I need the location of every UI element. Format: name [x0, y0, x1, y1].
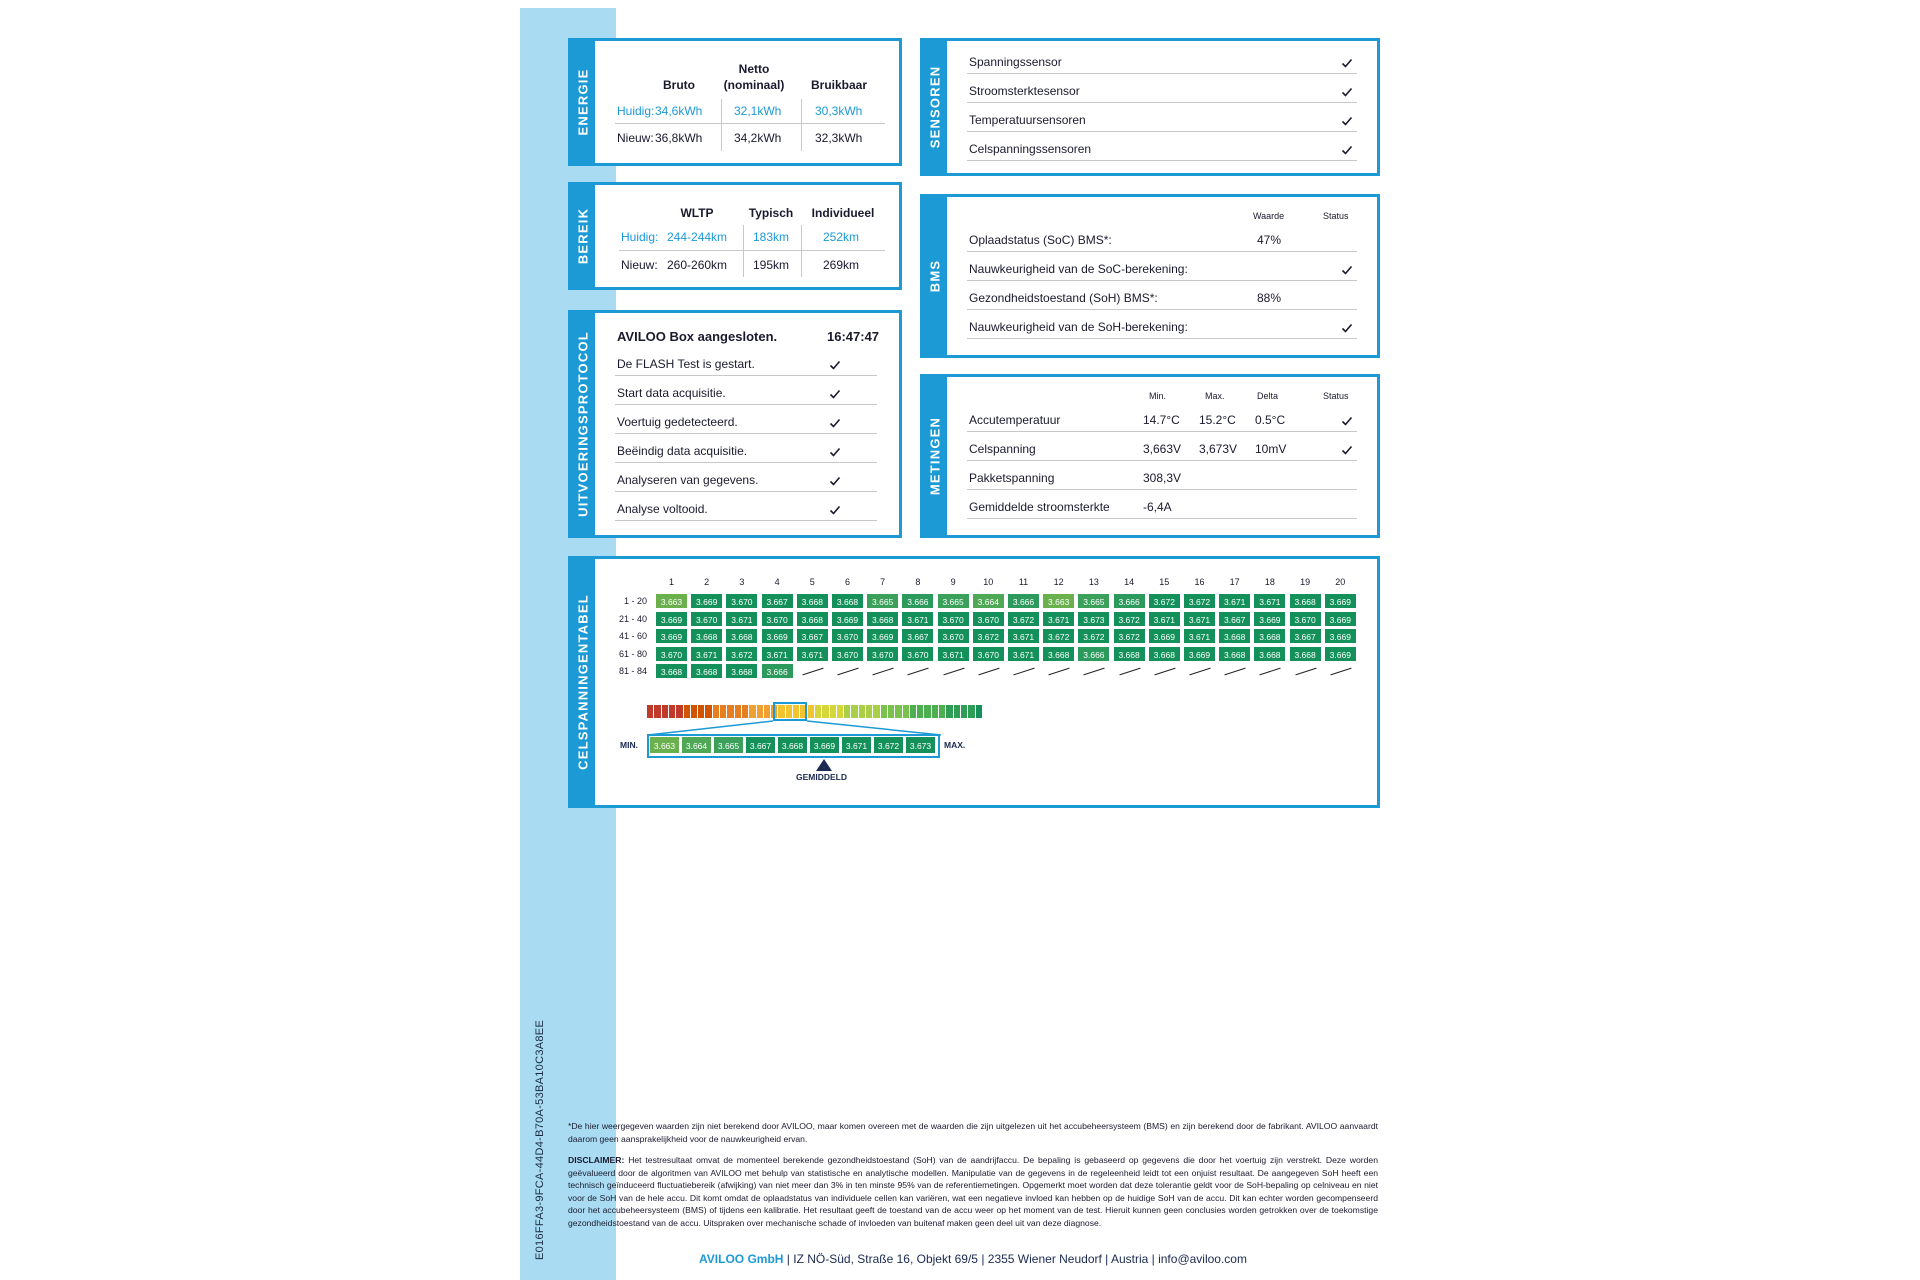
metingen-row-max: 15.2°C: [1199, 413, 1236, 427]
cell-voltage: 3.669: [831, 611, 864, 627]
check-icon: [1341, 57, 1353, 69]
energie-nieuw-netto: 34,2kWh: [734, 131, 782, 145]
scale-segment: [764, 705, 770, 718]
check-icon: [829, 417, 841, 429]
cell-voltage: 3.666: [761, 663, 794, 679]
metingen-header-delta: Delta: [1257, 391, 1279, 401]
scale-segment: [873, 705, 879, 718]
check-icon: [1341, 144, 1353, 156]
empty-cell-mark: [978, 668, 999, 676]
bms-header-waarde: Waarde: [1253, 211, 1285, 221]
scale-segment: [822, 705, 828, 718]
cell-column-header: 7: [880, 577, 886, 587]
energie-huidig-bruikbaar: 30,3kWh: [815, 104, 863, 118]
bms-title: BMS: [927, 259, 943, 293]
check-icon: [1341, 444, 1353, 456]
cell-voltage: 3.672: [972, 628, 1005, 644]
scale-segment: [837, 705, 843, 718]
document-id: E016FFA3-9FCA-44D4-B70A-53BA10C3A8EE: [534, 1019, 546, 1260]
bereik-huidig-label: Huidig:: [621, 230, 659, 244]
empty-cell-mark: [1049, 668, 1070, 676]
cell-voltage: 3.672: [1042, 628, 1075, 644]
check-icon: [829, 475, 841, 487]
scale-segment: [830, 705, 836, 718]
cell-column-header: 18: [1264, 577, 1275, 587]
scale-segment: [844, 705, 850, 718]
cell-voltage: 3.668: [690, 663, 723, 679]
scale-segment: [866, 705, 872, 718]
cell-voltage: 3.668: [1218, 646, 1251, 662]
protocol-step: Analyse voltooid.: [617, 502, 708, 516]
cell-voltage: 3.668: [725, 663, 758, 679]
metingen-row-label: Celspanning: [969, 442, 1036, 456]
cell-column-header: 5: [809, 577, 815, 587]
cell-column-header: 16: [1194, 577, 1205, 587]
bms-row-label: Gezondheidstoestand (SoH) BMS*:: [969, 291, 1158, 305]
scale-value: 3.671: [841, 736, 872, 754]
cell-voltage: 3.667: [901, 628, 934, 644]
cell-voltage: 3.666: [1077, 646, 1110, 662]
energie-huidig-label: Huidig:: [617, 104, 655, 118]
scale-segment: [976, 705, 982, 718]
metingen-header-min: Min.: [1149, 391, 1167, 401]
protocol-step: Beëindig data acquisitie.: [617, 444, 748, 458]
cell-voltage: 3.667: [761, 593, 794, 609]
check-icon: [1341, 86, 1353, 98]
scale-segment: [815, 705, 821, 718]
scale-max-label: MAX.: [944, 740, 966, 750]
cell-voltage: 3.673: [1077, 611, 1110, 627]
scale-segment: [735, 705, 741, 718]
empty-cell-mark: [1260, 668, 1281, 676]
cell-voltage: 3.671: [1183, 628, 1216, 644]
scale-segment: [851, 705, 857, 718]
protocol-time: 16:47:47: [827, 329, 880, 344]
cell-voltage: 3.672: [1113, 611, 1146, 627]
check-icon: [829, 359, 841, 371]
scale-segment: [669, 705, 675, 718]
cell-column-header: 15: [1159, 577, 1170, 587]
cell-voltage: 3.670: [725, 593, 758, 609]
scale-segment: [954, 705, 960, 718]
scale-segment: [808, 705, 814, 718]
energie-nieuw-bruikbaar: 32,3kWh: [815, 131, 863, 145]
cell-row-label: 41 - 60: [618, 631, 647, 642]
scale-segment: [698, 705, 704, 718]
scale-segment: [946, 705, 952, 718]
cell-voltage: 3.669: [866, 628, 899, 644]
scale-highlight: [773, 702, 807, 721]
scale-segment: [968, 705, 974, 718]
cell-voltage: 3.669: [761, 628, 794, 644]
bereik-panel: [568, 182, 902, 290]
cell-voltage: 3.668: [1113, 646, 1146, 662]
average-marker-icon: [816, 759, 832, 771]
bms-row-value: 88%: [1257, 291, 1282, 305]
scale-segment: [713, 705, 719, 718]
cell-column-header: 20: [1335, 577, 1346, 587]
scale-segment: [961, 705, 967, 718]
empty-cell-mark: [873, 668, 894, 676]
cell-voltage: 3.672: [1007, 611, 1040, 627]
scale-segment: [895, 705, 901, 718]
cell-voltage: 3.668: [1148, 646, 1181, 662]
scale-value: 3.664: [681, 736, 712, 754]
metingen-row-label: Accutemperatuur: [969, 413, 1061, 427]
footer-address-text: | IZ NÖ-Süd, Straße 16, Objekt 69/5 | 2355 Wiener Neudorf | Austria | info@aviloo.com: [783, 1252, 1247, 1266]
cell-voltage: 3.670: [831, 628, 864, 644]
scale-segment: [903, 705, 909, 718]
disclaimer-text: Het testresultaat omvat de momenteel berekende gezondheidstoestand (SoH) van de aandrijfaccu. De bepaling is gebaseerd op gegevens die door het voertuig zijn verstrekt. Deze worden geëvalueerd door de algoritmen van AVILOO met behulp van statistische en analytische modellen. Manipulatie van de gegevens in de regeleenheid leidt tot een onjuist resultaat. De aangegeven SoH heeft een technisch geïnduceerd fluctuatiebereik (afwijking) van niet meer dan 3% in ten minste 95% van de referentiemetingen. Opgemerkt moet worden dat deze tolerantie geldt voor de SoH-bepaling op celniveau en niet voor de SoH van de hele accu. Dit komt omdat de oplaadstatus van individuele cellen kan variëren, wat een negatieve invloed kan hebben op de huidige SoH van de accu. Dit kan echter worden gecompenseerd door het accubeheersysteem (BMS) of tijdens een kalibratie. Het resultaat geeft de toestand van de accu weer op het moment van de test. Hieruit kunnen geen conclusies worden getrokken over de toekomstige gezondheidstoestand van de accu. Uitspraken over mechanische schade of invloeden van buitenaf maken geen deel uit van deze diagnose.: [568, 1155, 1378, 1228]
bereik-nieuw-wltp: 260-260km: [667, 258, 728, 272]
cell-column-header: 17: [1229, 577, 1240, 587]
cell-voltage: 3.669: [1148, 628, 1181, 644]
energie-header-bruto: Bruto: [663, 78, 695, 92]
scale-segment: [749, 705, 755, 718]
cell-voltage: 3.671: [1042, 611, 1075, 627]
cell-voltage: 3.667: [796, 628, 829, 644]
bereik-huidig-typisch: 183km: [753, 230, 790, 244]
scale-segment: [676, 705, 682, 718]
scale-segment: [727, 705, 733, 718]
sensoren-title: SENSOREN: [927, 65, 943, 149]
scale-segment: [691, 705, 697, 718]
cell-voltage: 3.670: [1289, 611, 1322, 627]
scale-segment: [654, 705, 660, 718]
cell-column-header: 10: [983, 577, 994, 587]
bereik-huidig-individueel: 252km: [823, 230, 860, 244]
cell-voltage: 3.672: [1148, 593, 1181, 609]
footer-company: AVILOO GmbH: [699, 1252, 784, 1266]
metingen-title: METINGEN: [927, 416, 943, 496]
cell-voltage: 3.669: [1183, 646, 1216, 662]
sensor-item: Temperatuursensoren: [969, 113, 1086, 127]
cell-voltage: 3.665: [866, 593, 899, 609]
cell-voltage: 3.668: [831, 593, 864, 609]
check-icon: [829, 388, 841, 400]
metingen-row-label: Pakketspanning: [969, 471, 1055, 485]
cell-voltage: 3.670: [937, 611, 970, 627]
cell-voltage: 3.670: [972, 611, 1005, 627]
cell-column-header: 11: [1018, 577, 1029, 587]
cell-column-header: 4: [774, 577, 780, 587]
cell-voltage: 3.671: [1007, 646, 1040, 662]
energie-panel: [568, 38, 902, 166]
scale-segment: [662, 705, 668, 718]
cell-voltage: 3.668: [690, 628, 723, 644]
sensoren-panel: [920, 38, 1380, 176]
cell-voltage: 3.669: [1324, 593, 1357, 609]
cell-voltage: 3.671: [1253, 593, 1286, 609]
sensor-item: Stroomsterktesensor: [969, 84, 1080, 98]
empty-cell-mark: [908, 668, 929, 676]
scale-value: 3.667: [745, 736, 776, 754]
cell-voltage: 3.668: [1218, 628, 1251, 644]
cell-voltage: 3.670: [937, 628, 970, 644]
cell-voltage: 3.663: [1042, 593, 1075, 609]
energie-header-netto: Netto (nominaal): [723, 62, 785, 92]
metingen-row-min: -6,4A: [1143, 500, 1172, 514]
scale-segment: [932, 705, 938, 718]
bereik-title: BEREIK: [575, 207, 591, 265]
cell-voltage: 3.670: [972, 646, 1005, 662]
cell-row-label: 81 - 84: [618, 666, 647, 677]
bms-row-label: Nauwkeurigheid van de SoH-berekening:: [969, 320, 1188, 334]
cell-voltage: 3.669: [1253, 611, 1286, 627]
scale-segment: [939, 705, 945, 718]
cell-voltage: 3.663: [655, 593, 688, 609]
protocol-step: Start data acquisitie.: [617, 386, 726, 400]
empty-cell-mark: [1119, 668, 1140, 676]
cell-voltage: 3.670: [831, 646, 864, 662]
energie-title: ENERGIE: [575, 68, 591, 136]
metingen-panel: [920, 374, 1380, 538]
scale-segment: [757, 705, 763, 718]
empty-cell-mark: [1295, 668, 1316, 676]
scale-segment: [859, 705, 865, 718]
footer-disclaimer: [568, 1154, 1378, 1229]
scale-value: 3.663: [649, 736, 680, 754]
scale-segment: [888, 705, 894, 718]
cell-row-label: 61 - 80: [618, 648, 647, 659]
bereik-nieuw-individueel: 269km: [823, 258, 860, 272]
cell-voltage: 3.669: [655, 611, 688, 627]
cell-column-header: 13: [1088, 577, 1099, 587]
cell-column-header: 3: [739, 577, 745, 587]
check-icon: [1341, 115, 1353, 127]
cell-voltage: 3.671: [796, 646, 829, 662]
scale-value: 3.669: [809, 736, 840, 754]
bereik-huidig-wltp: 244-244km: [667, 230, 728, 244]
cell-voltage: 3.666: [1007, 593, 1040, 609]
metingen-row-min: 308,3V: [1143, 471, 1182, 485]
bereik-nieuw-label: Nieuw:: [621, 258, 658, 272]
cell-column-header: 14: [1124, 577, 1135, 587]
scale-segment: [742, 705, 748, 718]
metingen-row-min: 3,663V: [1143, 442, 1182, 456]
cell-voltage: 3.668: [1253, 628, 1286, 644]
protocol-heading: AVILOO Box aangesloten.: [617, 329, 778, 344]
footer-note: *De hier weergegeven waarden zijn niet berekend door AVILOO, maar komen overeen met de waarden die zijn uitgelezen uit het accubeheersysteem (BMS) en zijn berekend door de fabrikant. AVILOO aanvaardt daarom geen aansprakelijkheid voor de nauwkeurigheid ervan.: [568, 1121, 1378, 1144]
bereik-header-wltp: WLTP: [680, 206, 714, 220]
cell-voltage: 3.668: [725, 628, 758, 644]
cell-voltage: 3.668: [1289, 593, 1322, 609]
scale-segment: [720, 705, 726, 718]
cell-column-header: 2: [704, 577, 710, 587]
cell-voltage: 3.671: [1183, 611, 1216, 627]
energie-nieuw-label: Nieuw:: [617, 131, 654, 145]
scale-segment: [924, 705, 930, 718]
cell-voltage: 3.668: [1042, 646, 1075, 662]
protocol-title: UITVOERINGSPROTOCOL: [575, 331, 591, 517]
empty-cell-mark: [1084, 668, 1105, 676]
bms-row-label: Nauwkeurigheid van de SoC-berekening:: [969, 262, 1188, 276]
empty-cell-mark: [802, 668, 823, 676]
cell-voltage: 3.666: [901, 593, 934, 609]
cell-column-header: 1: [668, 577, 674, 587]
empty-cell-mark: [1225, 668, 1246, 676]
cell-voltage: 3.671: [937, 646, 970, 662]
cell-voltage: 3.668: [796, 593, 829, 609]
cell-voltage: 3.664: [972, 593, 1005, 609]
cell-voltage: 3.668: [1289, 646, 1322, 662]
scale-segment: [910, 705, 916, 718]
empty-cell-mark: [1154, 668, 1175, 676]
protocol-step: De FLASH Test is gestart.: [617, 357, 755, 371]
cell-voltage: 3.669: [1324, 628, 1357, 644]
cell-voltage: 3.672: [1077, 628, 1110, 644]
average-label: GEMIDDELD: [796, 772, 847, 782]
cell-column-header: 12: [1053, 577, 1064, 587]
check-icon: [1341, 264, 1353, 276]
metingen-header-max: Max.: [1205, 391, 1225, 401]
cell-voltage: 3.672: [1113, 628, 1146, 644]
check-icon: [1341, 415, 1353, 427]
scale-segment: [705, 705, 711, 718]
cell-voltage: 3.669: [655, 628, 688, 644]
scale-segment: [917, 705, 923, 718]
empty-cell-mark: [1330, 668, 1351, 676]
scale-segment: [684, 705, 690, 718]
cell-voltage: 3.669: [690, 593, 723, 609]
cell-voltage: 3.671: [1007, 628, 1040, 644]
cell-voltage: 3.671: [1148, 611, 1181, 627]
energie-huidig-netto: 32,1kWh: [734, 104, 782, 118]
check-icon: [1341, 322, 1353, 334]
cell-voltage: 3.671: [761, 646, 794, 662]
bms-panel: [920, 194, 1380, 358]
cell-voltage: 3.669: [1324, 611, 1357, 627]
scale-value: 3.672: [873, 736, 904, 754]
cell-column-header: 19: [1300, 577, 1311, 587]
cell-voltage: 3.672: [725, 646, 758, 662]
sensor-item: Celspanningssensoren: [969, 142, 1092, 156]
bms-row-value: 47%: [1257, 233, 1282, 247]
metingen-row-min: 14.7°C: [1143, 413, 1180, 427]
cell-voltage: 3.667: [1289, 628, 1322, 644]
scale-value: 3.673: [905, 736, 936, 754]
scale-min-label: MIN.: [620, 740, 638, 750]
cell-voltage: 3.671: [901, 611, 934, 627]
metingen-row-label: Gemiddelde stroomsterkte: [969, 500, 1110, 514]
energie-header-bruikbaar: Bruikbaar: [810, 78, 868, 92]
protocol-step: Analyseren van gegevens.: [617, 473, 759, 487]
cell-voltage: 3.668: [866, 611, 899, 627]
empty-cell-mark: [1013, 668, 1034, 676]
check-icon: [829, 446, 841, 458]
empty-cell-mark: [837, 668, 858, 676]
scale-segment: [881, 705, 887, 718]
cell-row-label: 1 - 20: [623, 596, 647, 606]
cell-voltage: 3.668: [796, 611, 829, 627]
scale-segment: [647, 705, 653, 718]
cell-voltage: 3.669: [1324, 646, 1357, 662]
scale-value: 3.665: [713, 736, 744, 754]
metingen-header-status: Status: [1323, 391, 1349, 401]
energie-huidig-bruto: 34,6kWh: [655, 104, 703, 118]
empty-cell-mark: [943, 668, 964, 676]
cell-voltage: 3.671: [690, 646, 723, 662]
cell-voltage: 3.671: [1218, 593, 1251, 609]
cell-voltage: 3.668: [1253, 646, 1286, 662]
cell-column-header: 9: [950, 577, 956, 587]
cell-voltage: 3.672: [1183, 593, 1216, 609]
cell-column-header: 8: [915, 577, 921, 587]
protocol-panel: [568, 310, 902, 538]
sensor-item: Spanningssensor: [969, 55, 1062, 69]
cell-row-label: 21 - 40: [618, 613, 647, 624]
cell-voltage: 3.670: [866, 646, 899, 662]
check-icon: [829, 504, 841, 516]
energie-nieuw-bruto: 36,8kWh: [655, 131, 703, 145]
bms-row-label: Oplaadstatus (SoC) BMS*:: [969, 233, 1112, 247]
cell-voltage: 3.668: [655, 663, 688, 679]
cell-column-header: 6: [844, 577, 850, 587]
bms-header-status: Status: [1323, 211, 1349, 221]
cell-voltage: 3.665: [1077, 593, 1110, 609]
metingen-row-max: 3,673V: [1199, 442, 1238, 456]
cell-voltage: 3.667: [1218, 611, 1251, 627]
footer-address: [568, 1252, 1378, 1266]
celspanning-panel: [568, 556, 1380, 808]
empty-cell-mark: [1189, 668, 1210, 676]
scale-value: 3.668: [777, 736, 808, 754]
bereik-nieuw-typisch: 195km: [753, 258, 790, 272]
protocol-step: Voertuig gedetecteerd.: [617, 415, 738, 429]
cell-voltage: 3.670: [901, 646, 934, 662]
cell-voltage: 3.665: [937, 593, 970, 609]
disclaimer-label: DISCLAIMER:: [568, 1155, 625, 1165]
cell-voltage: 3.671: [725, 611, 758, 627]
metingen-row-delta: 10mV: [1255, 442, 1287, 456]
cell-voltage: 3.666: [1113, 593, 1146, 609]
bereik-header-typisch: Typisch: [748, 206, 794, 220]
cell-voltage: 3.670: [690, 611, 723, 627]
metingen-row-delta: 0.5°C: [1255, 413, 1286, 427]
cell-voltage: 3.670: [655, 646, 688, 662]
bereik-header-individueel: Individueel: [811, 206, 875, 220]
celspanning-title: CELSPANNINGENTABEL: [575, 594, 591, 770]
cell-voltage: 3.670: [761, 611, 794, 627]
